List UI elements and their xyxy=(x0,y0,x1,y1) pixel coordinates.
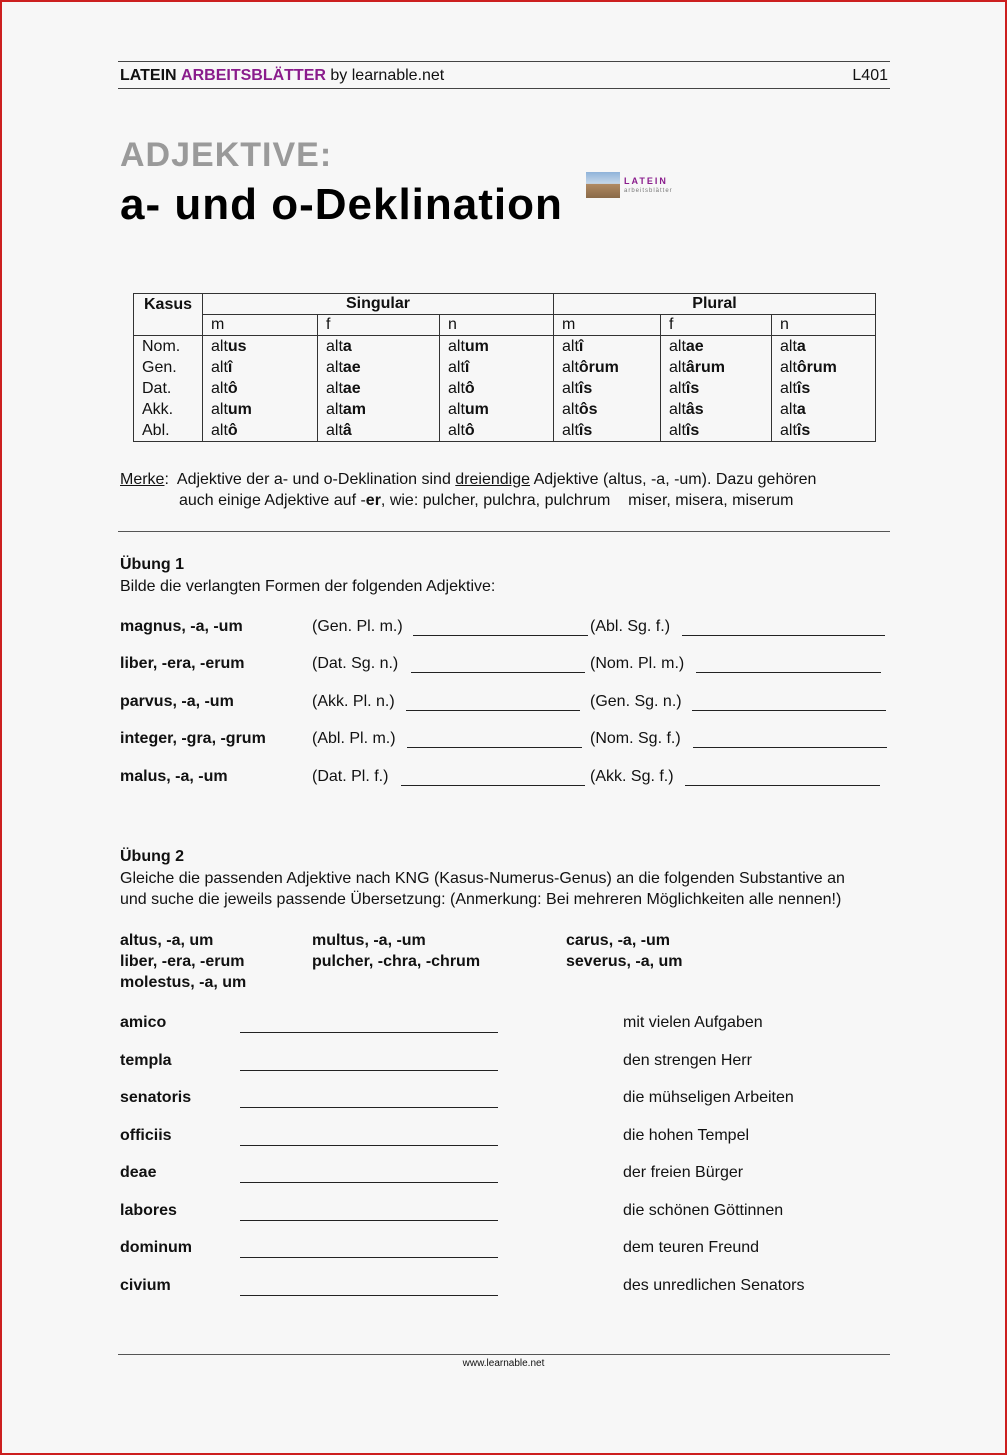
adjective-item: multus, -a, -um xyxy=(312,932,426,949)
word-ending: us xyxy=(227,337,247,355)
adjective-list-col1 xyxy=(120,930,246,993)
word-ending: îs xyxy=(578,421,593,439)
adjective-item: molestus, -a, um xyxy=(120,974,247,991)
adjective-label: magnus, -a, -um xyxy=(120,618,243,635)
vocab-row xyxy=(120,1277,890,1299)
colosseum-image-icon xyxy=(586,172,620,198)
word-ending: âs xyxy=(685,400,704,418)
word-ending: a xyxy=(342,337,352,355)
word-stem: alt xyxy=(669,400,686,418)
vocab-row xyxy=(120,1127,890,1149)
declension-form xyxy=(554,378,661,399)
merke-text: Adjektive der a- und o-Deklination sind xyxy=(176,471,456,488)
word-stem: alt xyxy=(562,337,579,355)
merke-line2-miser: miser, misera, miserum xyxy=(628,492,794,509)
worksheet-code: L401 xyxy=(852,67,888,84)
page-header xyxy=(118,61,890,89)
gender-label: f xyxy=(661,315,772,336)
word-stem: alt xyxy=(562,358,579,376)
form-request: (Gen. Pl. m.) xyxy=(312,618,403,635)
merke-text-2: Adjektive (altus, -a, -um). Dazu gehören xyxy=(530,471,817,488)
case-label: Dat. xyxy=(134,378,203,399)
word-stem: alt xyxy=(562,379,579,397)
page-title: a- und o-Deklination xyxy=(120,180,563,229)
declension-form xyxy=(440,336,554,358)
vocab-row xyxy=(120,1164,890,1186)
declension-form xyxy=(440,378,554,399)
word-stem: alt xyxy=(211,421,228,439)
declension-form xyxy=(661,420,772,442)
word-ending: îs xyxy=(685,379,700,397)
merke-underlined: dreiendige xyxy=(455,471,531,488)
declension-form xyxy=(772,357,876,378)
form-request: (Nom. Pl. m.) xyxy=(590,655,685,672)
table-row xyxy=(134,378,876,399)
declension-form xyxy=(554,357,661,378)
word-stem: alt xyxy=(780,358,797,376)
brand-latein: LATEIN xyxy=(120,67,177,84)
declension-form xyxy=(554,399,661,420)
word-ending: ae xyxy=(342,379,361,397)
word-ending: îs xyxy=(685,421,700,439)
word-stem: alt xyxy=(780,379,797,397)
word-stem: alt xyxy=(448,358,465,376)
vocab-row xyxy=(120,1052,890,1074)
noun-label: amico xyxy=(120,1014,167,1031)
form-request: (Gen. Sg. n.) xyxy=(590,693,682,710)
brand-by: by learnable.net xyxy=(330,67,445,84)
word-stem: alt xyxy=(211,379,228,397)
noun-label: officiis xyxy=(120,1127,172,1144)
adjective-label: parvus, -a, -um xyxy=(120,693,234,710)
case-label: Akk. xyxy=(134,399,203,420)
declension-form xyxy=(203,399,318,420)
gender-label: m xyxy=(203,315,318,336)
answer-line[interactable] xyxy=(685,785,880,786)
case-label: Nom. xyxy=(134,336,203,358)
answer-line[interactable] xyxy=(696,672,881,673)
declension-form xyxy=(661,378,772,399)
word-stem: alt xyxy=(669,421,686,439)
word-ending: ae xyxy=(342,358,361,376)
form-request: (Abl. Sg. f.) xyxy=(590,618,671,635)
word-ending: a xyxy=(796,337,806,355)
word-ending: um xyxy=(227,400,252,418)
brand-arbeitsblaetter: ARBEITSBLÄTTER xyxy=(181,67,326,84)
declension-form xyxy=(318,357,440,378)
adjective-item: carus, -a, -um xyxy=(566,932,671,949)
declension-form xyxy=(772,378,876,399)
word-stem: alt xyxy=(211,358,228,376)
adjective-item: altus, -a, um xyxy=(120,932,214,949)
word-ending: um xyxy=(464,400,489,418)
word-stem: alt xyxy=(326,379,343,397)
uebung1-title: Übung 1 xyxy=(120,556,184,573)
declension-form xyxy=(554,420,661,442)
translation-text: mit vielen Aufgaben xyxy=(623,1014,763,1031)
noun-label: labores xyxy=(120,1202,177,1219)
vocab-row xyxy=(120,1239,890,1261)
adjective-label: malus, -a, -um xyxy=(120,768,228,785)
answer-line[interactable] xyxy=(240,1070,498,1071)
word-stem: alt xyxy=(326,358,343,376)
declension-form xyxy=(661,336,772,358)
declension-form xyxy=(318,378,440,399)
noun-label: templa xyxy=(120,1052,172,1069)
gender-label: f xyxy=(318,315,440,336)
translation-text: dem teuren Freund xyxy=(623,1239,760,1256)
header-kasus: Kasus xyxy=(134,294,203,336)
answer-line[interactable] xyxy=(407,747,582,748)
declension-form xyxy=(440,420,554,442)
declension-form xyxy=(203,357,318,378)
answer-line[interactable] xyxy=(240,1107,498,1108)
word-ending: ae xyxy=(685,337,704,355)
table-row xyxy=(134,399,876,420)
answer-line[interactable] xyxy=(693,747,887,748)
word-stem: alt xyxy=(780,421,797,439)
translation-text: der freien Bürger xyxy=(623,1164,744,1181)
declension-table xyxy=(133,293,876,442)
case-label: Abl. xyxy=(134,420,203,442)
declension-form xyxy=(440,399,554,420)
vocab-row xyxy=(120,1202,890,1224)
word-ending: ôrum xyxy=(578,358,619,376)
footer-url: www.learnable.net xyxy=(462,1358,545,1369)
word-stem: alt xyxy=(211,400,228,418)
word-ending: î xyxy=(464,358,470,376)
word-ending: ôrum xyxy=(796,358,837,376)
answer-line[interactable] xyxy=(411,672,585,673)
answer-line[interactable] xyxy=(406,710,580,711)
declension-form xyxy=(772,399,876,420)
vocab-row xyxy=(120,1089,890,1111)
merke-label: Merke xyxy=(120,471,165,488)
declension-form xyxy=(318,420,440,442)
word-ending: îs xyxy=(578,379,593,397)
declension-form xyxy=(203,336,318,358)
uebung2-instruction-line2: und suche die jeweils passende Übersetzung: (Anmerkung: Bei mehreren Möglichkeiten alle nennen!) xyxy=(120,891,842,908)
translation-text: die hohen Tempel xyxy=(623,1127,750,1144)
page-title-topic: ADJEKTIVE: xyxy=(120,136,333,174)
noun-label: senatoris xyxy=(120,1089,192,1106)
gender-label: n xyxy=(772,315,876,336)
noun-label: dominum xyxy=(120,1239,192,1256)
latein-logo xyxy=(586,172,686,200)
declension-form xyxy=(203,378,318,399)
word-ending: a xyxy=(796,400,806,418)
declension-form xyxy=(318,399,440,420)
merke-line2: auch einige Adjektive auf - xyxy=(179,492,366,509)
answer-line[interactable] xyxy=(413,635,588,636)
translation-text: des unredlichen Senators xyxy=(623,1277,805,1294)
uebung2-title: Übung 2 xyxy=(120,848,184,865)
word-stem: alt xyxy=(669,358,686,376)
gender-label: n xyxy=(440,315,554,336)
footer-divider xyxy=(118,1354,890,1355)
adjective-item: liber, -era, -erum xyxy=(120,953,245,970)
adjective-list-col3 xyxy=(566,930,683,972)
word-stem: alt xyxy=(780,337,797,355)
declension-form xyxy=(661,357,772,378)
answer-line[interactable] xyxy=(240,1032,498,1033)
word-stem: alt xyxy=(448,337,465,355)
gender-row xyxy=(134,315,876,336)
word-ending: îs xyxy=(796,379,811,397)
answer-line[interactable] xyxy=(682,635,885,636)
form-request: (Akk. Sg. f.) xyxy=(590,768,674,785)
word-ending: ârum xyxy=(685,358,726,376)
answer-line[interactable] xyxy=(240,1145,498,1146)
noun-label: deae xyxy=(120,1164,157,1181)
declension-form xyxy=(661,399,772,420)
translation-text: die mühseligen Arbeiten xyxy=(623,1089,794,1106)
translation-text: die schönen Göttinnen xyxy=(623,1202,784,1219)
adjective-item: severus, -a, um xyxy=(566,953,683,970)
answer-line[interactable] xyxy=(240,1257,498,1258)
declension-form xyxy=(772,336,876,358)
declension-form xyxy=(318,336,440,358)
header-plural: Plural xyxy=(554,294,876,315)
noun-label: civium xyxy=(120,1277,171,1294)
declension-form xyxy=(772,420,876,442)
word-stem: alt xyxy=(780,400,797,418)
word-ending: î xyxy=(578,337,584,355)
form-request: (Dat. Sg. n.) xyxy=(312,655,399,672)
word-ending: â xyxy=(342,421,352,439)
uebung1-instruction: Bilde die verlangten Formen der folgenden Adjektive: xyxy=(120,578,496,595)
uebung2-instruction-line1: Gleiche die passenden Adjektive nach KNG (Kasus-Numerus-Genus) an die folgenden Substantive an xyxy=(120,870,845,887)
word-stem: alt xyxy=(448,421,465,439)
word-ending: îs xyxy=(796,421,811,439)
word-ending: am xyxy=(342,400,367,418)
word-ending: î xyxy=(227,358,233,376)
form-request: (Dat. Pl. f.) xyxy=(312,768,389,785)
word-stem: alt xyxy=(326,400,343,418)
word-ending: ô xyxy=(464,379,475,397)
answer-line[interactable] xyxy=(692,710,886,711)
logo-text: LATEIN xyxy=(624,176,668,186)
adjective-item: pulcher, -chra, -chrum xyxy=(312,953,481,970)
word-ending: ô xyxy=(464,421,475,439)
gender-label: m xyxy=(554,315,661,336)
header-brand xyxy=(120,67,444,85)
word-stem: alt xyxy=(669,337,686,355)
word-ending: ôs xyxy=(578,400,598,418)
declension-form xyxy=(440,357,554,378)
declension-form xyxy=(203,420,318,442)
table-row xyxy=(134,357,876,378)
merke-line2-examples: , wie: pulcher, pulchra, pulchrum xyxy=(380,492,611,509)
uebung2-instruction xyxy=(120,868,845,910)
word-stem: alt xyxy=(448,400,465,418)
case-label: Gen. xyxy=(134,357,203,378)
vocab-row xyxy=(120,1014,890,1036)
word-stem: alt xyxy=(211,337,228,355)
logo-subtext: arbeitsblätter xyxy=(624,188,673,194)
table-row xyxy=(134,336,876,358)
divider xyxy=(118,531,890,532)
word-ending: ô xyxy=(227,421,238,439)
form-request: (Nom. Sg. f.) xyxy=(590,730,681,747)
declension-form xyxy=(554,336,661,358)
word-stem: alt xyxy=(326,337,343,355)
translation-text: den strengen Herr xyxy=(623,1052,752,1069)
word-stem: alt xyxy=(562,400,579,418)
word-stem: alt xyxy=(669,379,686,397)
word-ending: ô xyxy=(227,379,238,397)
header-singular: Singular xyxy=(203,294,554,315)
word-stem: alt xyxy=(448,379,465,397)
merke-note: Merke: Adjektive der a- und o-Deklination sind dreiendige Adjektive (altus, -a, -um). Dazu gehören auch einige Adjektive auf -er, wie: pulcher, pulchra, pulchrum miser, misera, miserum xyxy=(120,471,817,509)
table-row xyxy=(134,420,876,442)
merke-er: er xyxy=(365,492,381,509)
word-ending: um xyxy=(464,337,489,355)
answer-line[interactable] xyxy=(401,785,585,786)
answer-line[interactable] xyxy=(240,1220,498,1221)
word-stem: alt xyxy=(326,421,343,439)
adjective-list-col2 xyxy=(312,930,480,972)
word-stem: alt xyxy=(562,421,579,439)
answer-line[interactable] xyxy=(240,1295,498,1296)
adjective-label: integer, -gra, -grum xyxy=(120,730,266,747)
answer-line[interactable] xyxy=(240,1182,498,1183)
form-request: (Abl. Pl. m.) xyxy=(312,730,396,747)
form-request: (Akk. Pl. n.) xyxy=(312,693,395,710)
adjective-label: liber, -era, -erum xyxy=(120,655,245,672)
